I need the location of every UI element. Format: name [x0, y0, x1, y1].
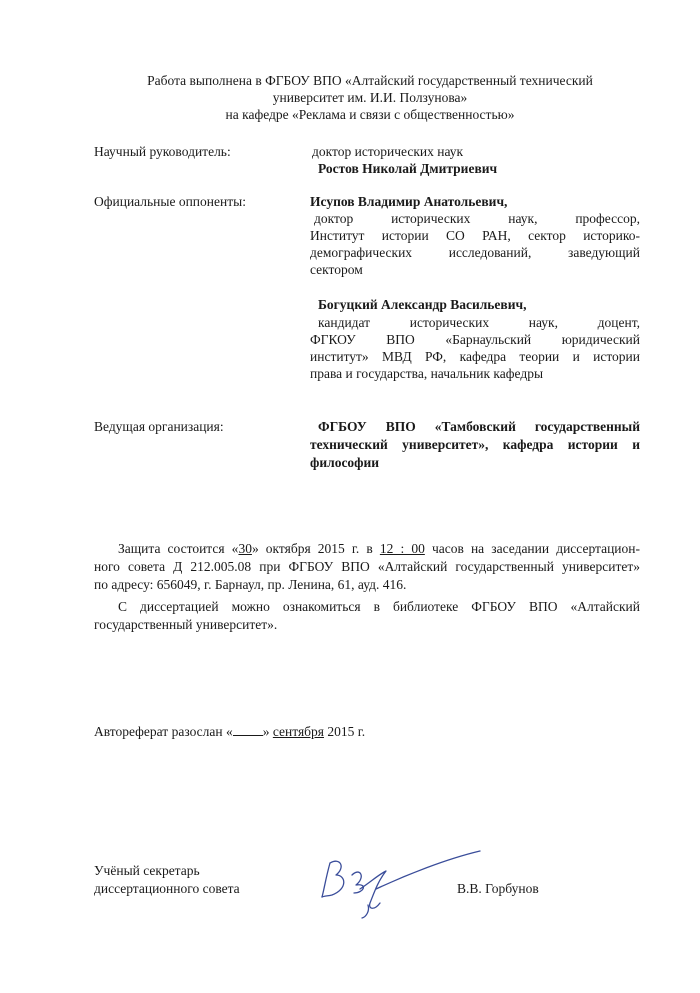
opponent-1-line: сектором	[310, 262, 363, 277]
library-line-1: С диссертацией можно ознакомиться в библиотеке ФГБОУ ВПО «Алтайский	[118, 599, 640, 614]
signature-image	[316, 845, 486, 920]
header-line-2: университет им. И.И. Ползунова»	[272, 90, 468, 105]
library-line-2: государственный университет».	[94, 617, 278, 632]
opponent-2-line: институт» МВД РФ, кафедра теории и истории	[310, 349, 640, 364]
leading-org-line: технический университет», кафедра истории и	[310, 437, 640, 452]
defense-line-2: ного совета Д 212.005.08 при ФГБОУ ВПО «Алтайский государственный университет»	[94, 559, 640, 574]
sent-day-blank	[233, 723, 263, 736]
defense-time: 12 : 00	[379, 541, 425, 556]
supervisor-degree: доктор исторических наук	[312, 144, 464, 159]
opponents-label: Официальные оппоненты:	[94, 194, 246, 209]
supervisor-name: Ростов Николай Дмитриевич	[318, 161, 498, 176]
secretary-title-2: диссертационного совета	[94, 881, 240, 896]
opponent-1-name: Исупов Владимир Анатольевич,	[310, 194, 508, 209]
sent-date: Автореферат разослан « » сентября 2015 г.	[94, 724, 366, 739]
leading-org-line: ФГБОУ ВПО «Тамбовский государственный	[318, 419, 640, 434]
secretary-title-1: Учёный секретарь	[94, 863, 200, 878]
defense-line-3: по адресу: 656049, г. Барнаул, пр. Ленина, 61, ауд. 416.	[94, 577, 407, 592]
opponent-2-line: кандидат исторических наук, доцент,	[318, 315, 640, 330]
secretary-name: В.В. Горбунов	[457, 881, 539, 896]
supervisor-label: Научный руководитель:	[94, 144, 231, 159]
opponent-2-line: ФГКОУ ВПО «Барнаульский юридический	[310, 332, 640, 347]
opponent-1-line: Институт истории СО РАН, сектор историко-	[310, 228, 640, 243]
opponent-2-line: права и государства, начальник кафедры	[310, 366, 544, 381]
header-line-3: на кафедре «Реклама и связи с общественностью»	[225, 107, 515, 122]
defense-day: 30	[238, 541, 252, 556]
leading-org-line: философии	[310, 455, 380, 470]
opponent-1-line: демографических исследований, заведующий	[310, 245, 640, 260]
leading-org-label: Ведущая организация:	[94, 419, 224, 434]
opponent-2-name: Богуцкий Александр Васильевич,	[318, 297, 527, 312]
opponent-1-line: доктор исторических наук, профессор,	[314, 211, 640, 226]
header-line-1: Работа выполнена в ФГБОУ ВПО «Алтайский государственный технический	[147, 73, 593, 88]
defense-line-1: Защита состоится «30» октября 2015 г. в 12 : 00 часов на заседании диссертацион-	[118, 541, 640, 556]
